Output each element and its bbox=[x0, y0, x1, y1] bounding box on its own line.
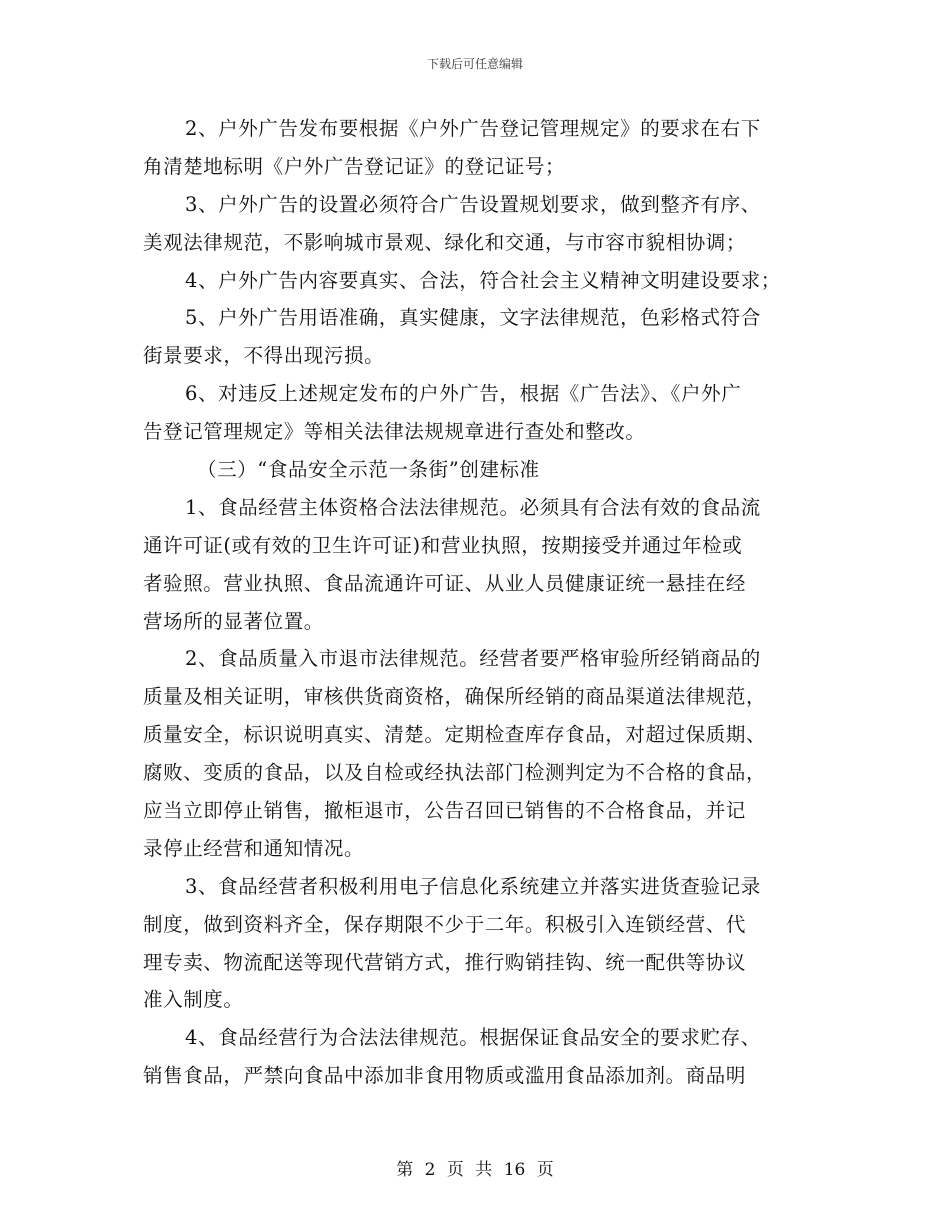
paragraph-line: 2、食品质量入市退市法律规范。经营者要严格审验所经销商品的 bbox=[185, 647, 761, 671]
paragraph-line: 3、户外广告的设置必须符合广告设置规划要求，做到整齐有序、 bbox=[185, 192, 761, 216]
paragraph-line: 腐败、变质的食品，以及自检或经执法部门检测判定为不合格的食品， bbox=[143, 761, 767, 785]
paragraph-line: 4、食品经营行为合法法律规范。根据保证食品安全的要求贮存、 bbox=[185, 1026, 761, 1050]
paragraph-line: 营场所的显著位置。 bbox=[143, 609, 324, 633]
section-heading: （三）“食品安全示范一条街”创建标准 bbox=[197, 458, 540, 482]
paragraph-line: 录停止经营和通知情况。 bbox=[143, 836, 365, 860]
page-header: 下载后可任意编辑 bbox=[426, 57, 523, 71]
paragraph-line: 1、食品经营主体资格合法法律规范。必须具有合法有效的食品流 bbox=[185, 495, 761, 519]
paragraph-line: 角清楚地标明《户外广告登记证》的登记证号； bbox=[143, 154, 566, 178]
paragraph-line: 3、食品经营者积极利用电子信息化系统建立并落实进货查验记录 bbox=[185, 874, 761, 898]
paragraph-line: 美观法律规范，不影响城市景观、绿化和交通，与市容市貌相协调； bbox=[143, 230, 747, 254]
paragraph-line: 4、户外广告内容要真实、合法，符合社会主义精神文明建设要求； bbox=[185, 268, 781, 292]
paragraph-line: 准入制度。 bbox=[143, 988, 244, 1012]
document-body bbox=[143, 110, 813, 1095]
paragraph-line: 质量安全，标识说明真实、清楚。定期检查库存食品，对超过保质期、 bbox=[143, 723, 767, 747]
paragraph-line: 告登记管理规定》等相关法律法规规章进行查处和整改。 bbox=[143, 420, 646, 444]
paragraph-line: 5、户外广告用语准确，真实健康，文字法律规范，色彩格式符合 bbox=[185, 306, 761, 330]
paragraph-line: 通许可证(或有效的卫生许可证)和营业执照，按期接受并通过年检或 bbox=[143, 533, 743, 557]
paragraph-line: 销售食品，严禁向食品中添加非食用物质或滥用食品添加剂。商品明 bbox=[143, 1064, 747, 1088]
paragraph-line: 2、户外广告发布要根据《户外广告登记管理规定》的要求在右下 bbox=[185, 117, 761, 140]
paragraph-line: 6、对违反上述规定发布的户外广告，根据《广告法》、《户外广 bbox=[185, 382, 742, 406]
page-footer: 第 2 页 共 16 页 bbox=[396, 1160, 554, 1180]
paragraph-line: 者验照。营业执照、食品流通许可证、从业人员健康证统一悬挂在经 bbox=[143, 571, 747, 595]
paragraph-line: 街景要求，不得出现污损。 bbox=[143, 344, 385, 368]
paragraph-line: 质量及相关证明，审核供货商资格，确保所经销的商品渠道法律规范， bbox=[143, 685, 767, 709]
paragraph-line: 应当立即停止销售，撤柜退市，公告召回已销售的不合格食品，并记 bbox=[143, 799, 747, 823]
paragraph-line: 制度，做到资料齐全，保存期限不少于二年。积极引入连锁经营、代 bbox=[143, 912, 747, 936]
paragraph-line: 理专卖、物流配送等现代营销方式，推行购销挂钩、统一配供等协议 bbox=[143, 950, 747, 974]
